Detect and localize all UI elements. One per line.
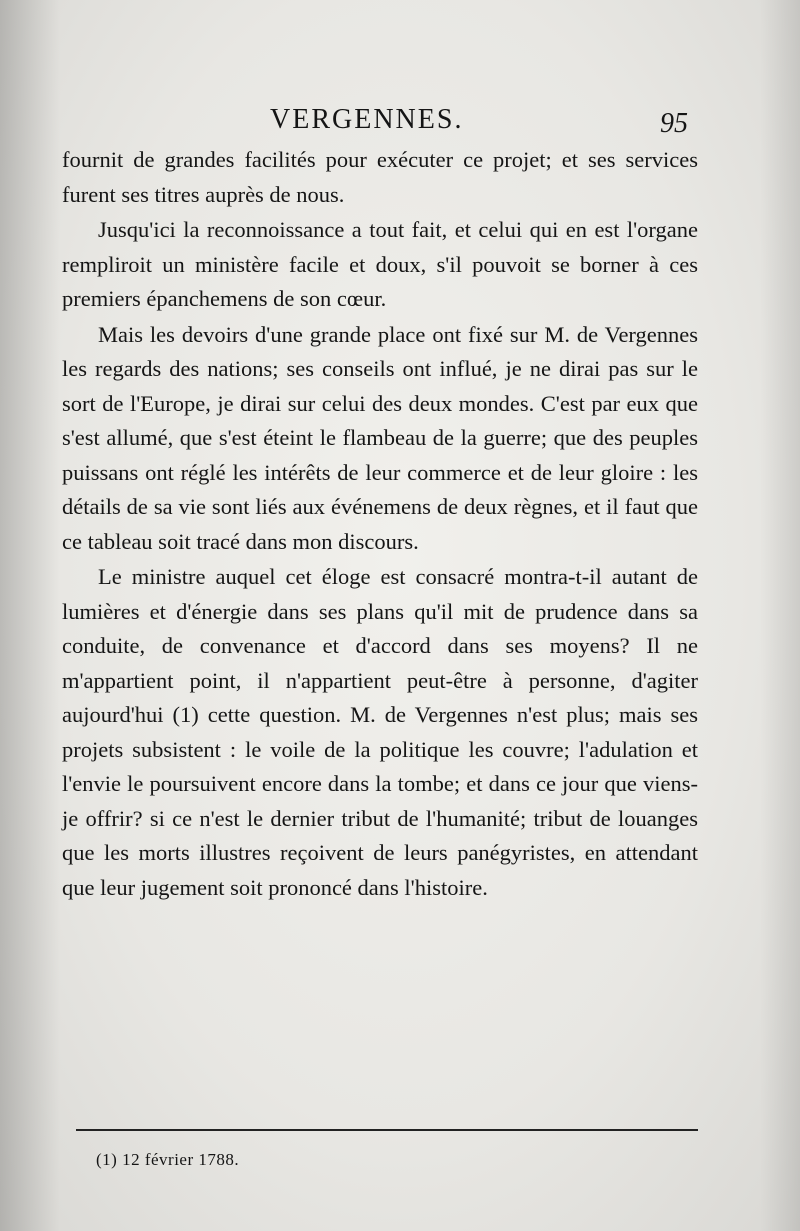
edge-shadow	[760, 0, 800, 1231]
footnote-rule	[76, 1129, 698, 1131]
running-head	[60, 104, 700, 144]
footnote: (1) 12 février 1788.	[96, 1150, 240, 1169]
page-number: 95	[660, 108, 688, 139]
paragraph: Mais les devoirs d'une grande place ont fixé sur M. de Vergennes les regards des nations; ses conseils ont influé, je ne dirai pas sur le sort de l'Europe, je dirai sur celui des deux mondes. C'est par eux que s'est allumé, que s'est éteint le flambeau de la guerre; que des peuples puissans ont réglé les intérêts de leur commerce et de leur gloire : les détails de sa vie sont liés aux événemens de deux règnes, et il faut que ce tableau soit tracé dans mon discours.	[62, 321, 698, 554]
paragraph-continued: fournit de grandes facilités pour exécuter ce projet; et ses services furent ses titres auprès de nous.	[62, 147, 698, 207]
running-head-title: VERGENNES.	[270, 104, 464, 135]
paragraph: Jusqu'ici la reconnoissance a tout fait, et celui qui en est l'organe rempliroit un ministère facile et doux, s'il pouvoit se borner à ces premiers épanchemens de son cœur.	[62, 217, 698, 311]
binding-shadow	[0, 0, 60, 1231]
body-text	[62, 143, 698, 905]
paragraph: Le ministre auquel cet éloge est consacré montra-t-il autant de lumières et d'énergie dans ses plans qu'il mit de prudence dans sa conduite, de convenance et d'accord dans ses moyens? Il ne m'appartient point, il n'appartient peut-être à personne, d'agiter aujourd'hui (1) cette question. M. de Vergennes n'est plus; mais ses projets subsistent : le voile de la politique les couvre; l'adulation et l'envie le poursuivent encore dans la tombe; et dans ce jour que viens-je offrir? si ce n'est le dernier tribut de l'humanité; tribut de louanges que les morts illustres reçoivent de leurs panégyristes, en attendant que leur jugement soit prononcé dans l'histoire.	[62, 564, 698, 900]
